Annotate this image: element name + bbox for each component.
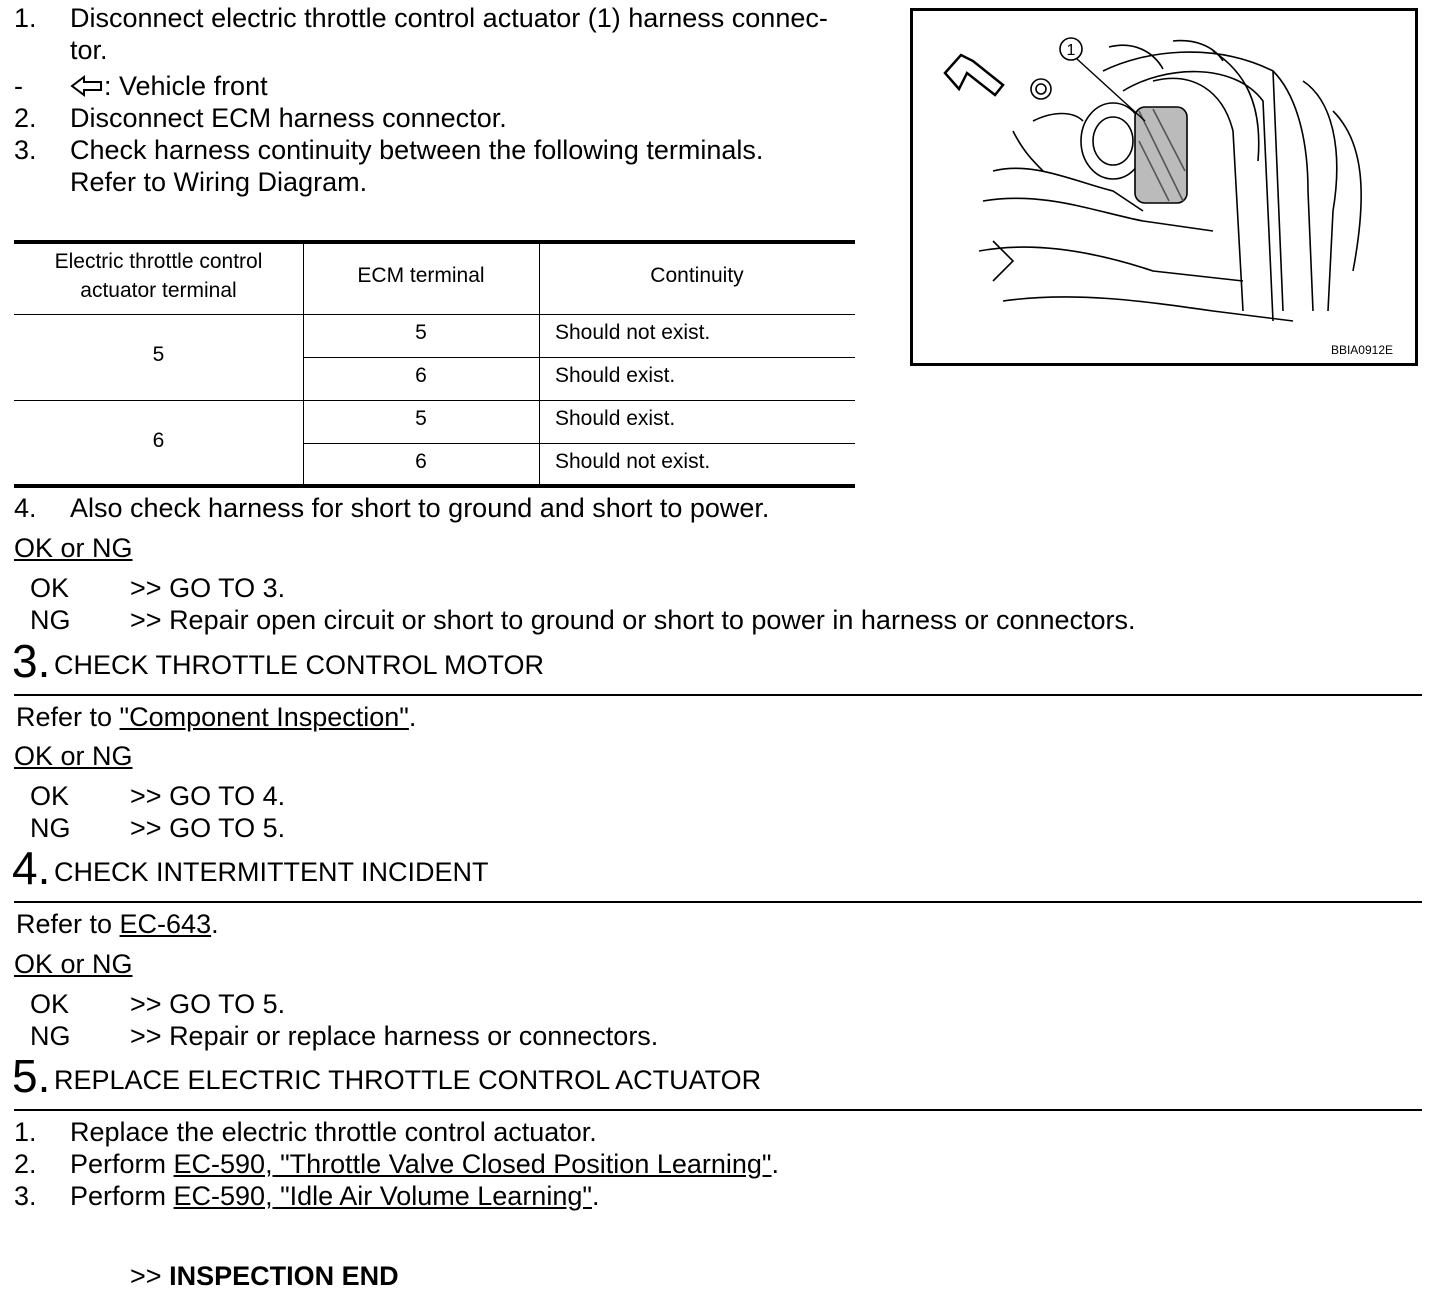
inspection-end: >> INSPECTION END: [130, 1261, 399, 1291]
table-cell-actuator: 5: [152, 343, 165, 366]
table-cell-continuity: Should exist.: [555, 407, 676, 430]
step-3-refer: Refer to "Component Inspection".: [16, 702, 417, 732]
instruction-3-cont: Refer to Wiring Diagram.: [70, 167, 368, 197]
table-cell-ecm: 6: [415, 364, 427, 387]
table-header-continuity: Continuity: [650, 264, 744, 287]
figure-code: BBIA0912E: [1330, 343, 1393, 357]
table-cell-continuity: Should not exist.: [555, 321, 711, 344]
table-cell-ecm: 5: [415, 407, 427, 430]
instruction-1-cont: tor.: [70, 35, 108, 65]
throttle-valve-learning-link[interactable]: EC-590, "Throttle Valve Closed Position Learning": [173, 1149, 772, 1179]
table-cell-continuity: Should exist.: [555, 364, 676, 387]
continuity-table: [14, 240, 855, 488]
ok-or-ng-label: OK or NG: [14, 741, 133, 771]
table-header-ecm: ECM terminal: [357, 264, 485, 287]
figure-callout-1: 1: [1066, 42, 1076, 59]
vehicle-front-arrow-icon: [70, 75, 104, 97]
ok-or-ng-label: OK or NG: [14, 533, 133, 563]
table-cell-ecm: 6: [415, 450, 427, 473]
idle-air-volume-learning-link[interactable]: EC-590, "Idle Air Volume Learning": [173, 1181, 592, 1211]
engine-figure: [910, 8, 1418, 366]
step-4-refer: Refer to EC-643.: [16, 909, 219, 939]
table-cell-continuity: Should not exist.: [555, 450, 711, 473]
component-inspection-link[interactable]: "Component Inspection": [119, 702, 409, 732]
engine-illustration-icon: [913, 11, 1415, 363]
ok-or-ng-label: OK or NG: [14, 949, 133, 979]
table-cell-ecm: 5: [415, 321, 427, 344]
table-cell-actuator: 6: [152, 429, 165, 452]
table-header-actuator: Electric throttle control actuator terminal: [54, 250, 263, 302]
ec-643-link[interactable]: EC-643: [119, 909, 212, 939]
